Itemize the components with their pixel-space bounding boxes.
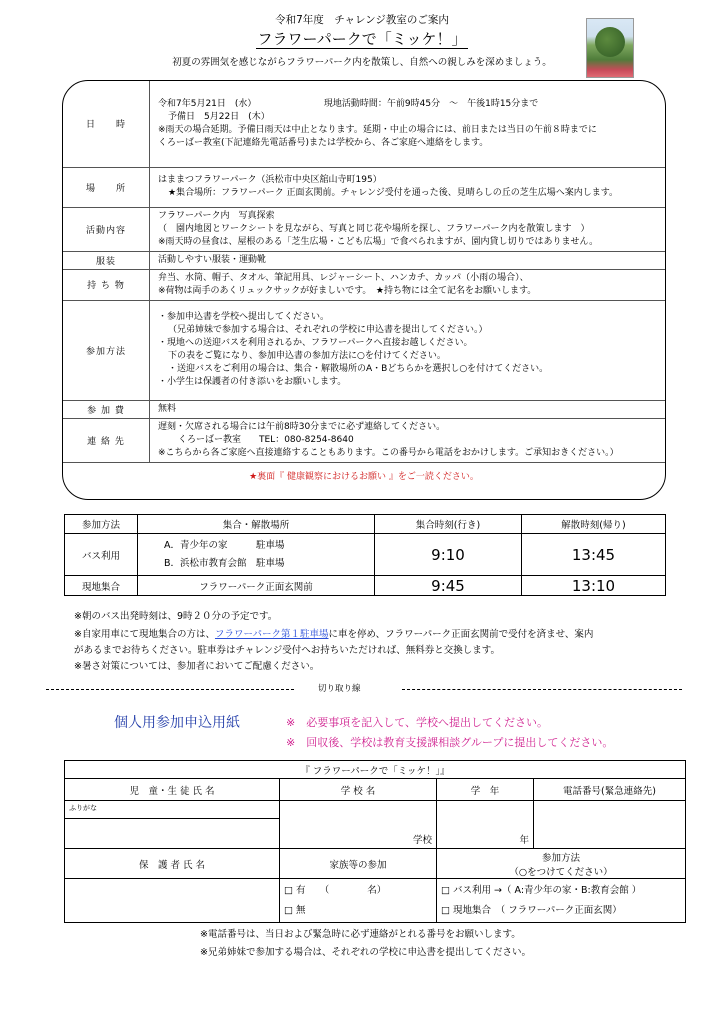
date-line: 令和7年5月21日 (水） 現地活動時間：午前9時45分 ～ 午後1時15分まで	[158, 98, 539, 109]
items-line: 弁当、水筒、帽子、タオル、筆記用具、レジャーシート、ハンカチ、カッパ（小雨の場合）、	[158, 272, 529, 283]
row-place	[63, 167, 665, 207]
bus-place: A．青少年の家 駐車場	[164, 539, 285, 551]
row-activity	[63, 207, 665, 251]
method-line: 下の表をご覧になり、参加申込書の参加方法に○を付けてください。	[168, 351, 446, 361]
grade-suffix: 年	[519, 835, 529, 846]
method-line: （兄弟姉妹で参加する場合は、それぞれの学校に申込書を提出してください。）	[168, 325, 488, 335]
activity-line: ※雨天時の昼食は、屋根のある「芝生広場・こども広場」で食べられますが、園内貸し切りではありません。	[158, 236, 599, 247]
application-note: ※ 必要事項を記入して、学校へ提出してください。	[286, 716, 548, 729]
contact-line: ※こちらから各ご家庭へ直接連絡することもあります。この番号から電話をおかけします。ご承知おきください。）	[158, 447, 619, 458]
bus-option[interactable]: □ バス利用 →（ A:青少年の家・B:教育会館 ）	[441, 884, 642, 896]
schedule-header: 解散時刻(帰り)	[522, 515, 666, 534]
method-line: ・送迎バスをご利用の場合は、集合・解散場所のA・Bどちらかを選択し○を付けてください。	[168, 364, 549, 374]
col-school: 学 校 名	[280, 779, 437, 801]
school-suffix: 学校	[412, 835, 432, 846]
place-label: 場 所	[63, 167, 150, 207]
note-line: ※暑さ対策については、参加者においてご配慮ください。	[74, 661, 320, 672]
method-line: ・参加申込書を学校へ提出してください。	[158, 312, 330, 322]
fee-label: 参 加 費	[63, 400, 150, 418]
form-furigana-row	[65, 801, 686, 819]
local-method: 現地集合	[65, 576, 138, 596]
grade-input[interactable]	[437, 801, 534, 849]
col-name: 児 童・生 徒 氏 名	[65, 779, 280, 801]
form-title: 『 フラワーパークで「ミッケ！」』	[65, 761, 686, 779]
row-backside	[63, 462, 665, 488]
local-option[interactable]: □ 現地集合 （ フラワーパーク正面玄関）	[441, 904, 622, 916]
bus-place: B．浜松市教育会館 駐車場	[164, 557, 285, 569]
application-form	[64, 760, 686, 923]
bus-dismiss-time: 13:45	[522, 534, 666, 576]
backside-cell	[63, 462, 665, 488]
form-guardian-row	[65, 879, 686, 923]
place-line: ★集合場所：フラワーパーク 正面玄関前。チャレンジ受付を通った後、見晴らしの丘の芝生広場へ案内します。	[168, 188, 619, 198]
info-table	[63, 81, 665, 488]
method-value	[150, 300, 666, 400]
clothes-value	[150, 251, 666, 269]
contact-line: くろーばー教室 TEL：080-8254-8640	[178, 434, 354, 445]
schedule-row-bus	[65, 534, 666, 576]
schedule-header: 集合・解散場所	[138, 515, 375, 534]
clothes-label: 服装	[63, 251, 150, 269]
place-line: はままつフラワーパーク（浜松市中央区舘山寺町195）	[158, 175, 382, 185]
cut-line-left	[46, 689, 294, 690]
school-input[interactable]	[280, 801, 437, 849]
place-value	[150, 167, 666, 207]
form-guardian-header-row	[65, 849, 686, 879]
note-line: ※朝のバス出発時刻は、9時２０分の予定です。	[74, 611, 278, 622]
items-label: 持 ち 物	[63, 269, 150, 300]
row-date	[63, 81, 665, 167]
family-options	[280, 879, 437, 923]
form-title-row	[65, 761, 686, 779]
method-line: ・小学生は保護者の付き添いをお願いします。	[158, 377, 347, 387]
local-place: フラワーパーク正面玄関前	[138, 576, 375, 596]
activity-line: （ 園内地図とワークシートを見ながら、写真と同じ花や場所を探し、フラワーパーク内を散策します ）	[158, 223, 590, 234]
parking-link[interactable]: フラワーパーク第１駐車場	[214, 629, 329, 640]
note-line	[74, 626, 593, 640]
items-line: ※荷物は両手のあくリュックサックが好ましいです。 ★持ち物には全て記名をお願いします。	[158, 285, 537, 296]
date-value	[150, 81, 666, 167]
application-title: 個人用参加申込用紙	[114, 715, 240, 731]
backside-note: ★裏面『 健康観察におけるお願い 』をご一読ください。	[249, 471, 479, 482]
family-yes-option[interactable]: □ 有 （ 名）	[284, 884, 387, 896]
contact-line: 遅刻・欠席される場合には午前8時30分までに必ず連絡してください。	[158, 421, 446, 432]
date-line: ※雨天の場合延期。予備日雨天は中止となります。延期・中止の場合には、前日または当日の午前８時までに	[158, 124, 597, 135]
bus-places	[138, 534, 375, 576]
guardian-name-input[interactable]	[65, 879, 280, 923]
page-title-text: フラワーパークで「ミッケ！」	[257, 30, 467, 48]
row-items	[63, 269, 665, 300]
method-options	[437, 879, 686, 923]
bus-meet-time: 9:10	[375, 534, 522, 576]
method-title: 参加方法	[541, 852, 580, 864]
family-label: 家族等の参加	[280, 849, 437, 879]
footer-note: ※兄弟姉妹で参加する場合は、それぞれの学校に申込書を提出してください。	[200, 947, 531, 958]
flower-park-photo	[586, 18, 634, 78]
row-fee	[63, 400, 665, 418]
note-text: ※自家用車にて現地集合の方は、	[74, 629, 215, 640]
row-method	[63, 300, 665, 400]
furigana-label: ふりがな	[65, 801, 280, 819]
clothes-text: 活動しやすい服装・運動靴	[158, 254, 267, 265]
row-contact	[63, 418, 665, 462]
date-line: 予備日 5月22日 (木）	[168, 111, 270, 122]
activity-line: フラワーパーク内 写真探索	[158, 210, 275, 221]
page-subtitle: 初夏の雰囲気を感じながらフラワーパーク内を散策し、自然への親しみを深めましょう。	[172, 57, 552, 68]
application-note: ※ 回収後、学校は教育支援課相談グループに提出してください。	[286, 736, 614, 749]
header-line: 令和7年度 チャレンジ教室のご案内	[275, 14, 449, 26]
activity-value	[150, 207, 666, 251]
tree-shape	[595, 27, 625, 57]
contact-label: 連 絡 先	[63, 418, 150, 462]
method-subtitle: （○をつけてください）	[509, 866, 613, 878]
schedule-row-local	[65, 576, 666, 596]
info-box	[62, 80, 666, 500]
schedule-table	[64, 514, 666, 596]
local-dismiss-time: 13:10	[522, 576, 666, 596]
schedule-header: 参加方法	[65, 515, 138, 534]
form-header-row	[65, 779, 686, 801]
items-value	[150, 269, 666, 300]
note-line: があるまでお待ちください。駐車券はチャレンジ受付へお持ちいただければ、無料券と交換します。	[74, 645, 500, 656]
phone-input[interactable]	[534, 801, 686, 849]
family-no-option[interactable]: □ 無	[284, 904, 306, 916]
cut-line-right	[402, 689, 682, 690]
schedule-header: 集合時刻(行き)	[375, 515, 522, 534]
fee-value	[150, 400, 666, 418]
footer-note: ※電話番号は、当日および緊急時に必ず連絡がとれる番号をお願いします。	[200, 929, 521, 940]
method-line: ・現地への送迎バスを利用されるか、フラワーパークへ直接お越しください。	[158, 338, 473, 348]
schedule-header-row	[65, 515, 666, 534]
bus-method: バス利用	[65, 534, 138, 576]
method-label: 参加方法	[63, 300, 150, 400]
note-text: に車を停め、フラワーパーク正面玄関前で受付を済ませ、案内	[328, 629, 594, 640]
row-clothes	[63, 251, 665, 269]
col-grade: 学 年	[437, 779, 534, 801]
date-label: 日 時	[63, 81, 150, 167]
activity-label: 活動内容	[63, 207, 150, 251]
cut-line-label: 切り取り線	[318, 684, 361, 694]
student-name-input[interactable]	[65, 819, 280, 849]
date-line: くろーばー教室(下記連絡先電話番号)または学校から、各ご家庭へ連絡をします。	[158, 137, 489, 148]
fee-text: 無料	[158, 403, 177, 414]
local-meet-time: 9:45	[375, 576, 522, 596]
contact-value	[150, 418, 666, 462]
col-phone: 電話番号(緊急連絡先)	[534, 779, 686, 801]
guardian-label: 保 護 者 氏 名	[65, 849, 280, 879]
method-header	[437, 849, 686, 879]
